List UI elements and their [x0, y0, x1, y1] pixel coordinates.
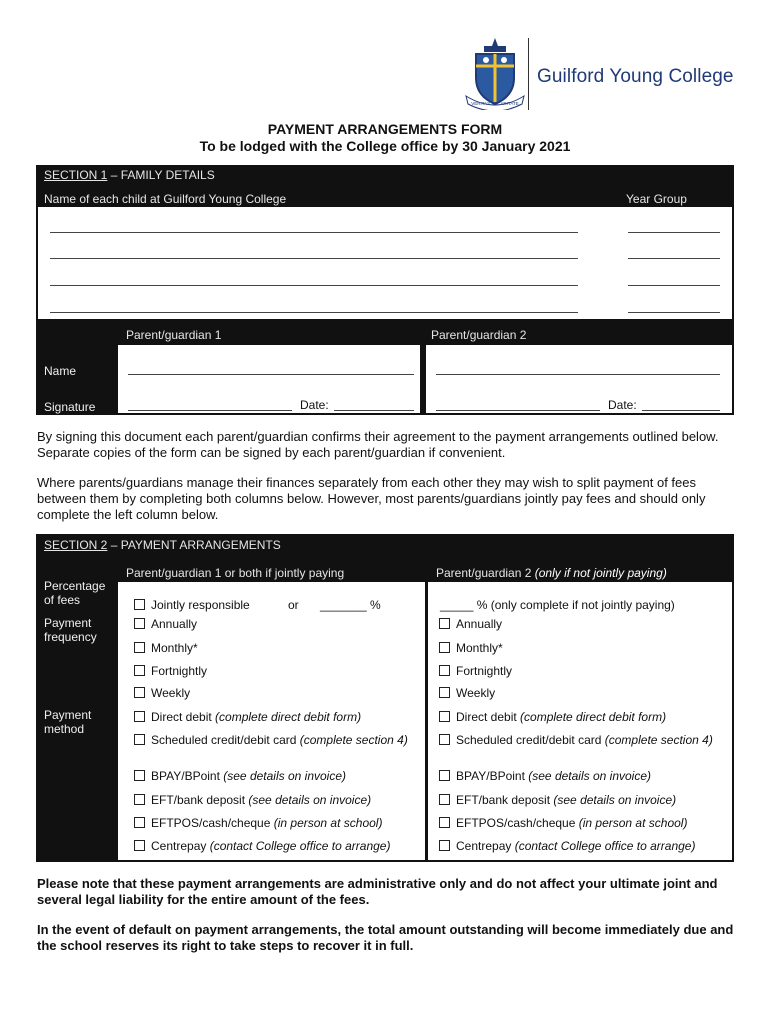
checkbox[interactable]: [439, 665, 450, 676]
checkbox[interactable]: [134, 770, 145, 781]
pg1-details-cell: [118, 345, 420, 413]
signing-confirmation-text: By signing this document each parent/guardian confirms their agreement to the payment arrangements outlined below. Separate copies of the form can be signed by each parent/guardian if convenient.: [37, 429, 719, 460]
weekly-label: Weekly: [456, 686, 496, 700]
year-group-field[interactable]: [628, 285, 720, 286]
section1-heading: [44, 168, 215, 182]
pg2-eftpos-option[interactable]: [439, 816, 725, 831]
pg2-bpay-option[interactable]: [439, 769, 725, 784]
pg2-details-cell: [426, 345, 732, 413]
method-label: Direct debit: [151, 710, 216, 724]
pg2-weekly-option[interactable]: [439, 686, 495, 701]
pg2-percentage-field[interactable]: _____ % (only complete if not jointly paying): [440, 598, 675, 612]
checkbox[interactable]: [134, 642, 145, 653]
year-group-field[interactable]: [628, 232, 720, 233]
administrative-note: Please note that these payment arrangements are administrative only and do not affect your ultimate joint and several legal liability for the entire amount of the fees.: [37, 876, 718, 907]
method-label: Centrepay: [456, 839, 515, 853]
checkbox[interactable]: [134, 687, 145, 698]
annually-label: Annually: [151, 617, 198, 631]
pg1-direct-debit-option[interactable]: [134, 710, 416, 725]
checkbox[interactable]: [134, 817, 145, 828]
crest-motto: VERITAS IN CARITATE: [471, 101, 519, 106]
split-payment-text: Where parents/guardians manage their finances separately from each other they may wish to split payment of fees between them by completing both columns below. However, most parents/guardians jointly pay fees and should only complete the left column below.: [37, 475, 706, 522]
checkbox[interactable]: [439, 734, 450, 745]
child-name-field[interactable]: [50, 232, 578, 233]
frequency-row-label: Payment frequency: [44, 616, 97, 644]
section2-label: SECTION 2: [44, 538, 108, 552]
pg1-centrepay-option[interactable]: [134, 839, 420, 854]
pg2-payment-column-header: [436, 566, 667, 580]
year-group-column-header: Year Group: [626, 192, 687, 206]
year-group-field[interactable]: [628, 312, 720, 313]
pg1-annually-option[interactable]: [134, 617, 197, 632]
method-note: (complete direct debit form): [520, 710, 667, 724]
method-label: EFTPOS/cash/cheque: [151, 816, 274, 830]
section2-title: – PAYMENT ARRANGEMENTS: [107, 538, 281, 552]
pg2-card-option[interactable]: [439, 733, 725, 748]
pg2-payment-header-main: Parent/guardian 2: [436, 566, 535, 580]
form-subtitle: To be lodged with the College office by 30 January 2021: [199, 138, 571, 154]
method-row-label: Payment method: [44, 708, 92, 736]
method-note: (contact College office to arrange): [514, 839, 696, 853]
year-group-field[interactable]: [628, 258, 720, 259]
checkbox[interactable]: [439, 817, 450, 828]
method-label: Scheduled credit/debit card: [151, 733, 300, 747]
pg1-bpay-option[interactable]: [134, 769, 416, 784]
jointly-responsible-label: Jointly responsible: [151, 598, 250, 612]
checkbox[interactable]: [439, 687, 450, 698]
checkbox[interactable]: [439, 794, 450, 805]
pg1-date-field[interactable]: [334, 410, 414, 411]
method-note: (see details on invoice): [553, 793, 677, 807]
pg1-weekly-option[interactable]: [134, 686, 190, 701]
pg2-eft-option[interactable]: [439, 793, 725, 808]
pg2-date-field[interactable]: [642, 410, 720, 411]
college-name: Guilford Young College: [537, 66, 734, 87]
section1-label: SECTION 1: [44, 168, 108, 182]
pg1-fortnightly-option[interactable]: [134, 664, 207, 679]
monthly-label: Monthly*: [151, 641, 198, 655]
method-label: EFTPOS/cash/cheque: [456, 816, 579, 830]
checkbox[interactable]: [439, 770, 450, 781]
parent-guardian-1-header: Parent/guardian 1: [126, 328, 222, 342]
method-label: EFT/bank deposit: [151, 793, 249, 807]
pg1-eft-option[interactable]: [134, 793, 416, 808]
annually-label: Annually: [456, 617, 503, 631]
method-note: (complete section 4): [299, 733, 408, 747]
percentage-row-label: Percentage of fees: [44, 579, 106, 607]
pg2-signature-field[interactable]: [436, 410, 600, 411]
weekly-label: Weekly: [151, 686, 191, 700]
section1-title: – FAMILY DETAILS: [107, 168, 215, 182]
or-label: or: [288, 598, 299, 612]
pg1-payment-column-header: Parent/guardian 1 or both if jointly paying: [126, 566, 345, 580]
pg2-direct-debit-option[interactable]: [439, 710, 725, 725]
method-note: (see details on invoice): [223, 769, 346, 783]
college-crest-logo: [462, 36, 528, 110]
checkbox[interactable]: [134, 665, 145, 676]
child-name-field[interactable]: [50, 285, 578, 286]
method-note: (see details on invoice): [248, 793, 372, 807]
method-note: (complete section 4): [604, 733, 713, 747]
child-name-field[interactable]: [50, 258, 578, 259]
method-label: BPAY/BPoint: [456, 769, 529, 783]
pg1-percentage-field[interactable]: _______ %: [320, 598, 381, 612]
method-note: (see details on invoice): [528, 769, 651, 783]
default-note: In the event of default on payment arrangements, the total amount outstanding will become immediately due and the school reserves its right to take steps to recover it in full.: [37, 922, 734, 953]
pg1-date-label: Date:: [300, 398, 329, 412]
header-divider: [528, 38, 529, 110]
form-title: PAYMENT ARRANGEMENTS FORM: [267, 121, 503, 137]
children-entry-area: [38, 207, 732, 319]
pg2-fortnightly-option[interactable]: [439, 664, 512, 679]
method-label: EFT/bank deposit: [456, 793, 554, 807]
method-label: Centrepay: [151, 839, 210, 853]
pg2-annually-option[interactable]: [439, 617, 502, 632]
checkbox[interactable]: [439, 711, 450, 722]
checkbox[interactable]: [439, 618, 450, 629]
checkbox[interactable]: [439, 642, 450, 653]
pg1-card-option[interactable]: [134, 733, 416, 748]
method-note: (in person at school): [273, 816, 383, 830]
pg1-monthly-option[interactable]: [134, 641, 198, 656]
pg2-name-field[interactable]: [436, 374, 720, 375]
method-note: (contact College office to arrange): [209, 839, 391, 853]
method-label: Direct debit: [456, 710, 521, 724]
checkbox[interactable]: [134, 840, 145, 851]
pg2-monthly-option[interactable]: [439, 641, 503, 656]
signature-row-label: Signature: [44, 400, 96, 414]
pg2-centrepay-option[interactable]: [439, 839, 729, 854]
checkbox[interactable]: [134, 794, 145, 805]
child-name-column-header: Name of each child at Guilford Young College: [44, 192, 287, 206]
method-label: BPAY/BPoint: [151, 769, 224, 783]
jointly-responsible-option[interactable]: [134, 598, 250, 613]
checkbox[interactable]: [134, 618, 145, 629]
name-row-label: Name: [44, 364, 77, 378]
parent-guardian-2-header: Parent/guardian 2: [431, 328, 527, 342]
pg1-signature-field[interactable]: [128, 410, 292, 411]
pg2-payment-header-note: (only if not jointly paying): [534, 566, 667, 580]
checkbox[interactable]: [134, 599, 145, 610]
pg1-eftpos-option[interactable]: [134, 816, 416, 831]
method-note: (in person at school): [578, 816, 688, 830]
method-note: (complete direct debit form): [215, 710, 362, 724]
checkbox[interactable]: [439, 840, 450, 851]
fortnightly-label: Fortnightly: [456, 664, 513, 678]
monthly-label: Monthly*: [456, 641, 503, 655]
method-label: Scheduled credit/debit card: [456, 733, 605, 747]
pg2-date-label: Date:: [608, 398, 637, 412]
section2-heading: [44, 538, 281, 552]
pg1-name-field[interactable]: [128, 374, 414, 375]
child-name-field[interactable]: [50, 312, 578, 313]
checkbox[interactable]: [134, 734, 145, 745]
fortnightly-label: Fortnightly: [151, 664, 208, 678]
checkbox[interactable]: [134, 711, 145, 722]
